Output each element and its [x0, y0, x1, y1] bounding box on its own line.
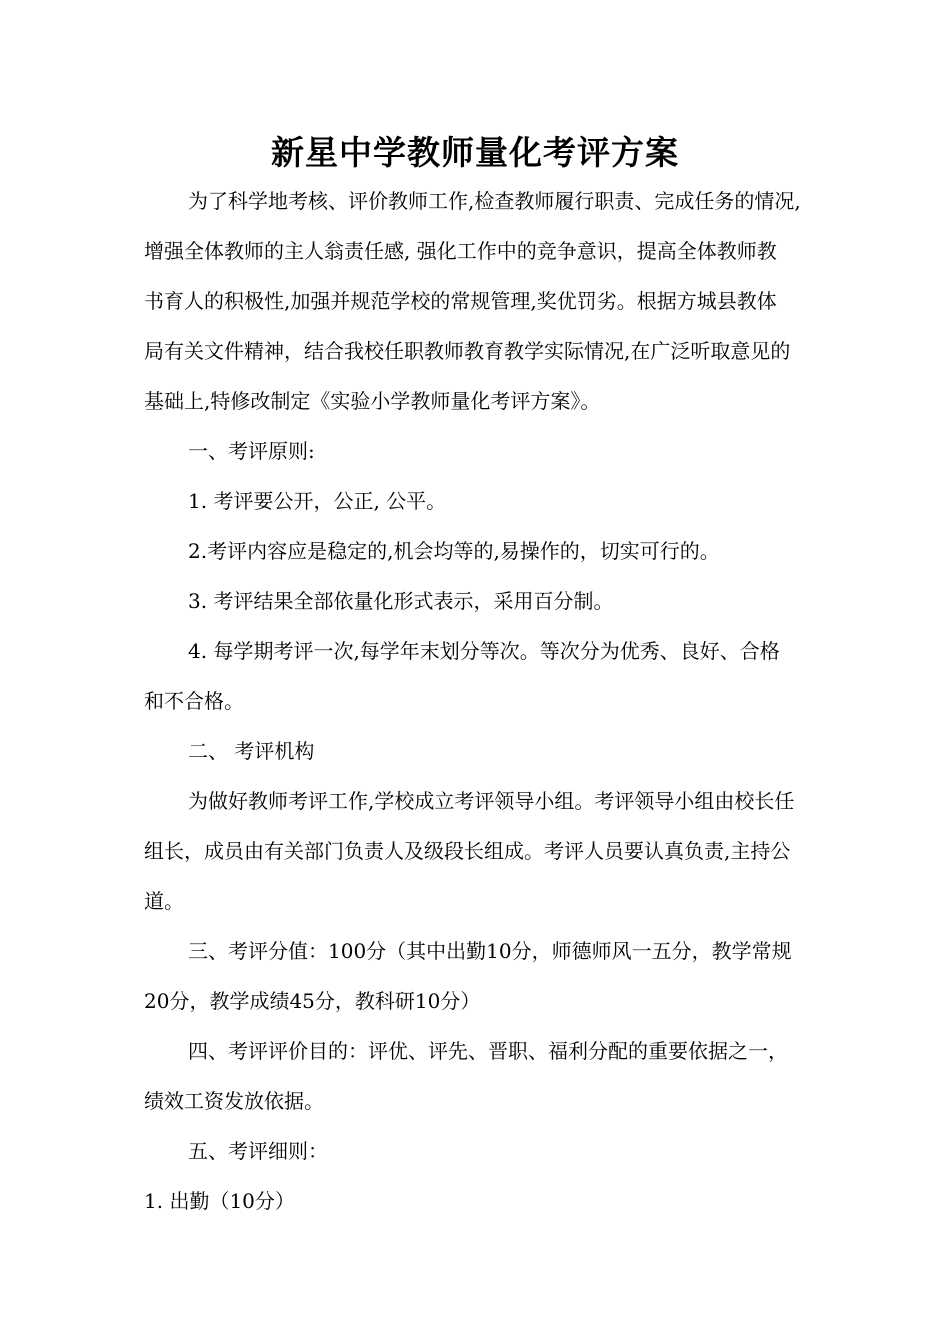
paragraph-line: 为做好教师考评工作,学校成立考评领导小组。考评领导小组由校长任: [188, 789, 795, 813]
list-item: 4. 每学期考评一次,每学年末划分等次。等次分为优秀、良好、合格: [188, 639, 780, 663]
paragraph-line: 书育人的积极性,加强并规范学校的常规管理,奖优罚劣。根据方城县教体: [144, 289, 777, 313]
paragraph-line: 基础上,特修改制定《实验小学教师量化考评方案》。: [144, 389, 601, 413]
paragraph-line: 道。: [144, 889, 184, 913]
document-title: 新星中学教师量化考评方案: [271, 133, 679, 172]
section-heading: 二、 考评机构: [188, 739, 315, 763]
paragraph-line: 组长，成员由有关部门负责人及级段长组成。考评人员要认真负责,主持公: [144, 839, 791, 863]
paragraph-line: 为了科学地考核、评价教师工作,检查教师履行职责、完成任务的情况,: [188, 189, 801, 213]
list-item: 3. 考评结果全部依量化形式表示，采用百分制。: [188, 589, 614, 613]
paragraph-line: 局有关文件精神，结合我校任职教师教育教学实际情况,在广泛听取意见的: [144, 339, 791, 363]
section-heading: 五、考评细则：: [188, 1139, 328, 1163]
section-heading: 一、考评原则:: [188, 439, 315, 463]
section-heading: 三、考评分值：100分（其中出勤10分，师德师风一五分，教学常规: [188, 939, 792, 963]
section-heading: 四、考评评价目的：评优、评先、晋职、福利分配的重要依据之一，: [188, 1039, 788, 1063]
paragraph-line: 增强全体教师的主人翁责任感, 强化工作中的竞争意识，提高全体教师教: [144, 239, 777, 263]
list-item: 1. 考评要公开，公正, 公平。: [188, 489, 447, 513]
list-item-continuation: 和不合格。: [144, 689, 244, 713]
list-item: 1. 出勤（10分）: [144, 1189, 295, 1213]
list-item: 2.考评内容应是稳定的,机会均等的,易操作的，切实可行的。: [188, 539, 720, 563]
paragraph-line: 绩效工资发放依据。: [144, 1089, 324, 1113]
paragraph-line: 20分，教学成绩45分，教科研10分）: [144, 989, 481, 1013]
